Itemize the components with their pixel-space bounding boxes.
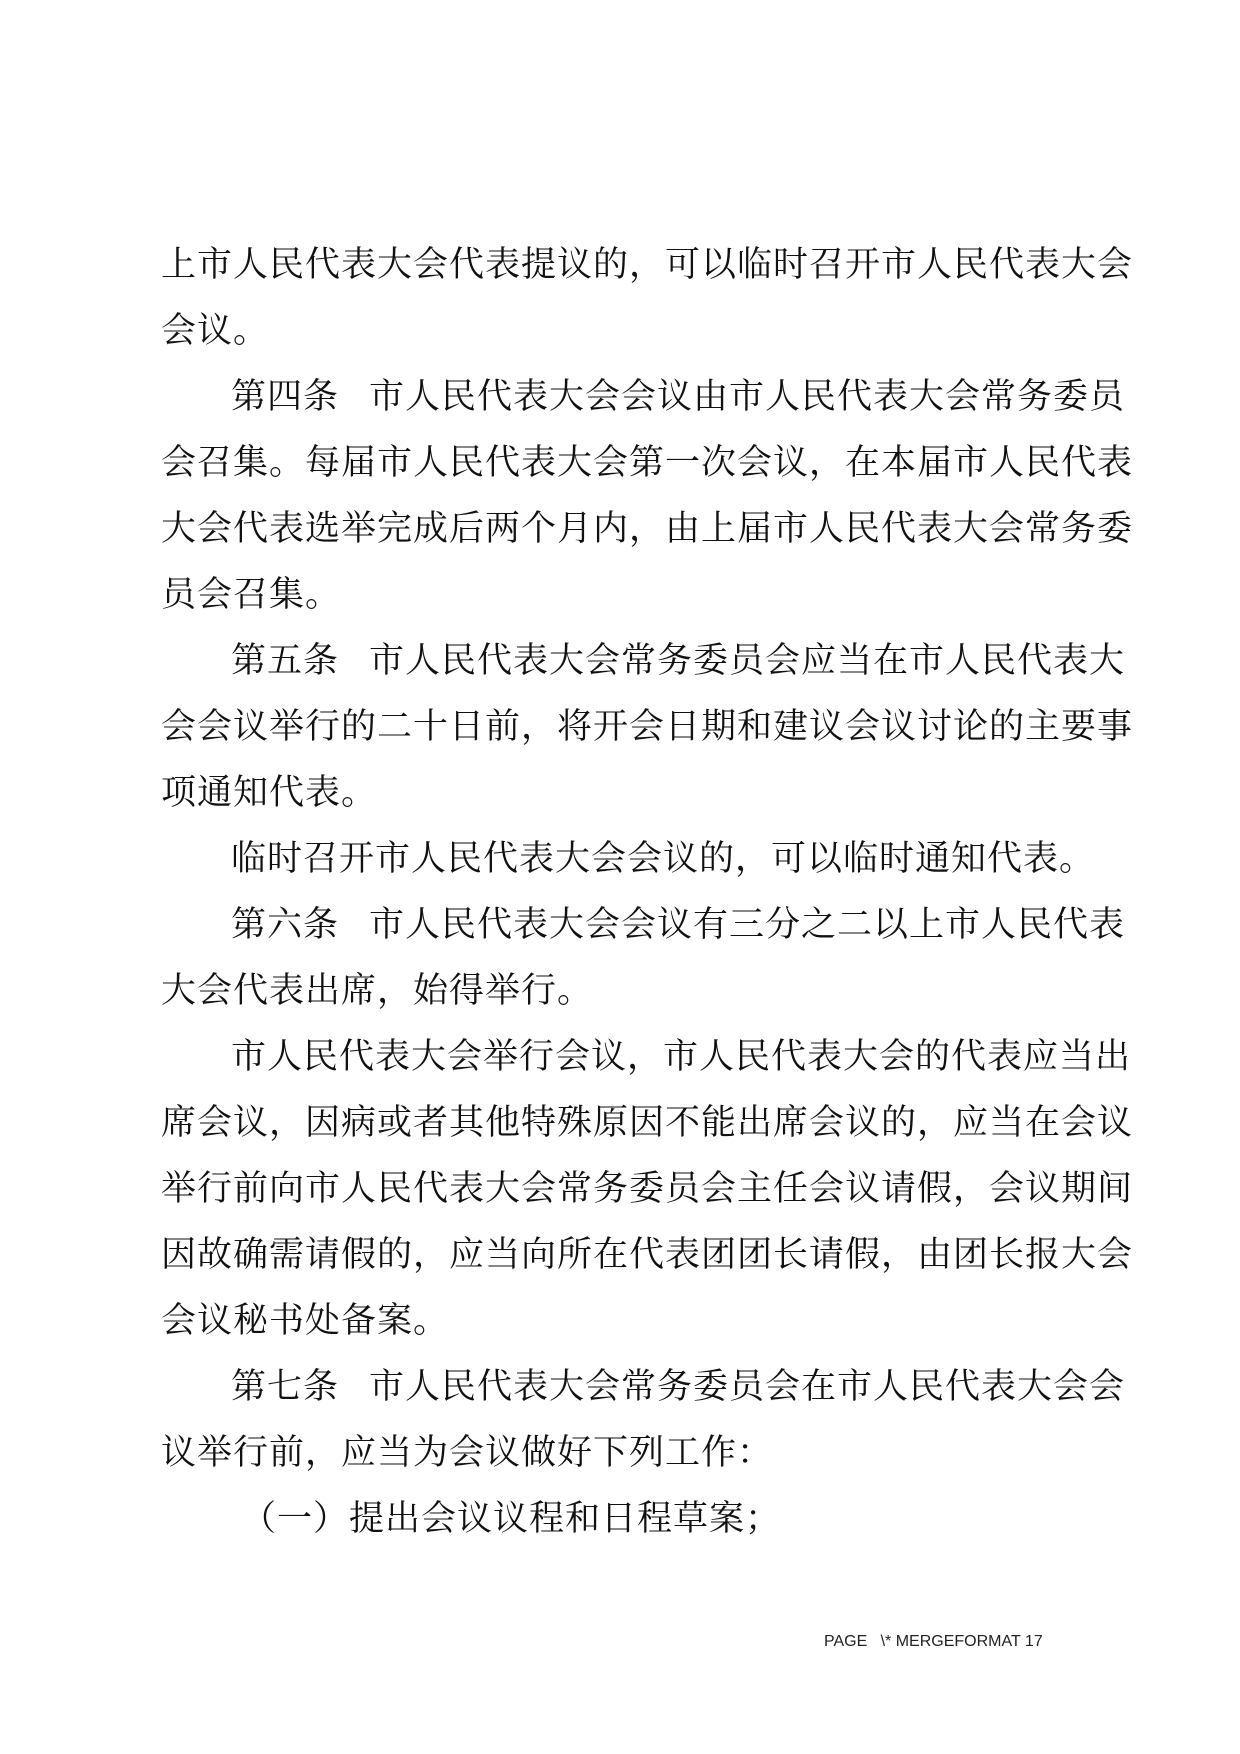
article-4-text: 市人民代表大会会议由市人民代表大会常务委员 xyxy=(369,377,1126,417)
body-line: 大会代表选举完成后两个月内，由上届市人民代表大会常务委 xyxy=(161,509,1134,549)
body-line: 席会议，因病或者其他特殊原因不能出席会议的，应当在会议 xyxy=(161,1103,1134,1143)
article-6-first-line xyxy=(161,892,1126,958)
body-line: 会会议举行的二十日前，将开会日期和建议会议讨论的主要事 xyxy=(161,707,1134,747)
article-6-text: 市人民代表大会会议有三分之二以上市人民代表 xyxy=(369,905,1126,945)
body-line: 项通知代表。 xyxy=(161,773,378,813)
article-6-label: 第六条 xyxy=(231,905,340,945)
page-number-field: PAGE \* MERGEFORMAT 17 xyxy=(824,1633,1043,1650)
article-4-label: 第四条 xyxy=(231,377,340,417)
body-line: 大会代表出席，始得举行。 xyxy=(161,971,594,1011)
body-line: 因故确需请假的，应当向所在代表团团长请假，由团长报大会 xyxy=(161,1235,1134,1275)
body-line: 会议。 xyxy=(161,311,270,351)
article-4-first-line xyxy=(161,364,1126,430)
article-5-text: 市人民代表大会常务委员会应当在市人民代表大 xyxy=(369,641,1126,681)
article-6-paragraph-2: 市人民代表大会举行会议，市人民代表大会的代表应当出 xyxy=(231,1037,1132,1077)
body-line: 议举行前，应当为会议做好下列工作： xyxy=(161,1433,774,1473)
article-5-first-line xyxy=(161,628,1126,694)
body-line: 会议秘书处备案。 xyxy=(161,1301,450,1341)
body-line: 会召集。每届市人民代表大会第一次会议，在本届市人民代表 xyxy=(161,443,1134,483)
body-line: 上市人民代表大会代表提议的，可以临时召开市人民代表大会 xyxy=(161,245,1134,285)
list-item: （一）提出会议议程和日程草案； xyxy=(241,1499,782,1539)
body-line: 举行前向市人民代表大会常务委员会主任会议请假，会议期间 xyxy=(161,1169,1134,1209)
body-line: 员会召集。 xyxy=(161,575,342,615)
document-body xyxy=(161,232,1134,1552)
article-7-text: 市人民代表大会常务委员会在市人民代表大会会 xyxy=(369,1367,1126,1407)
article-5-label: 第五条 xyxy=(231,641,340,681)
article-5-paragraph-2: 临时召开市人民代表大会会议的，可以临时通知代表。 xyxy=(231,839,1096,879)
article-7-label: 第七条 xyxy=(231,1367,340,1407)
article-7-first-line xyxy=(161,1354,1126,1420)
